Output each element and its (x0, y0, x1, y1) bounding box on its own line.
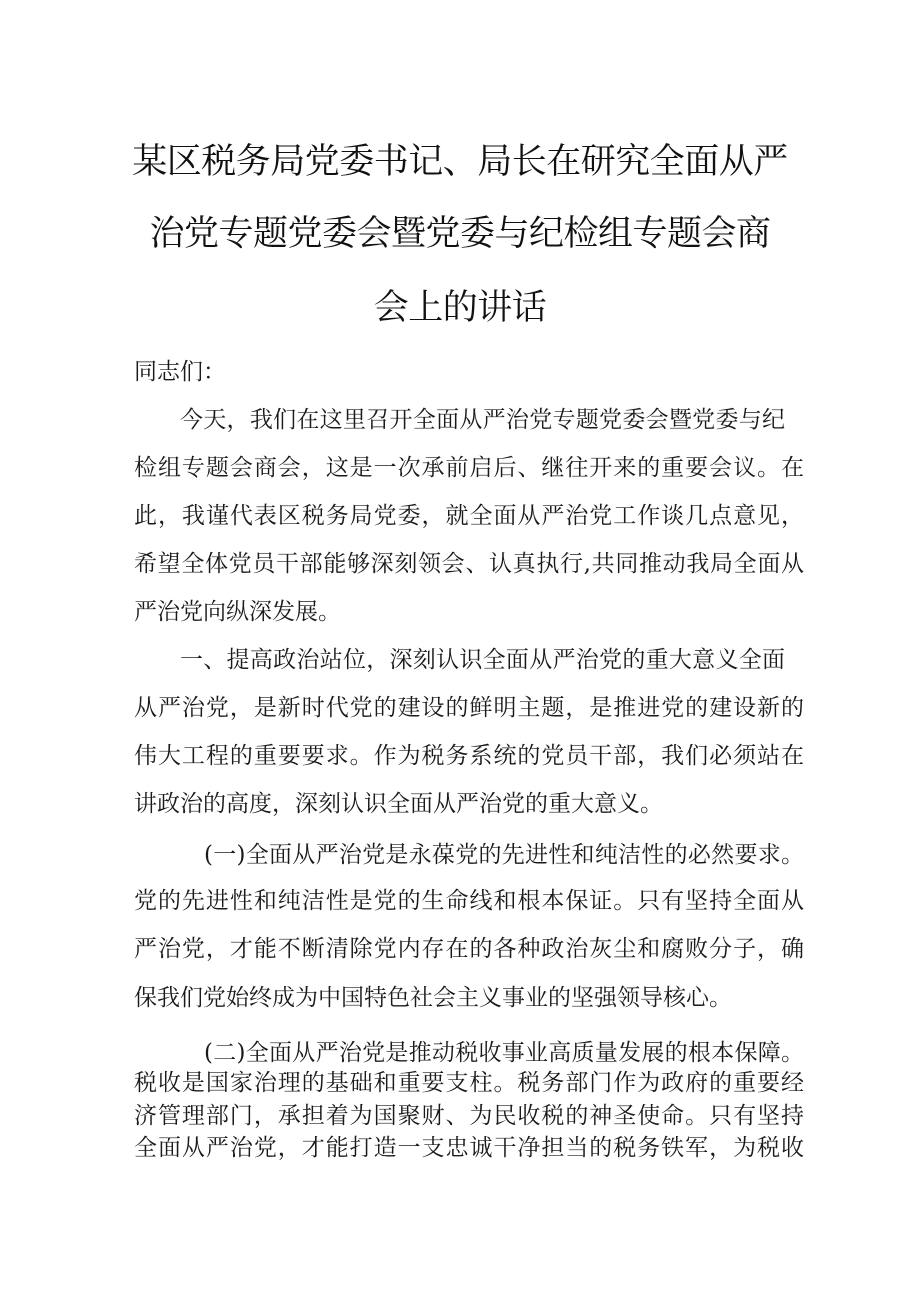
paragraph-line: 党的先进性和纯洁性是党的生命线和根本保证。只有坚持全面从 (134, 888, 804, 914)
paragraph-line: 检组专题会商会，这是一次承前启后、继往开来的重要会议。在 (134, 455, 804, 481)
paragraph-line: 从严治党，是新时代党的建设的鲜明主题，是推进党的建设新的 (134, 695, 804, 721)
paragraph-line: 讲政治的高度，深刻认识全面从严治党的重大意义。 (134, 791, 663, 817)
paragraph-line: 保我们党始终成为中国特色社会主义事业的坚强领导核心。 (134, 985, 732, 1011)
paragraph-line: (一)全面从严治党是永葆党的先进性和纯洁性的必然要求。 (204, 842, 804, 868)
salutation: 同志们： (134, 359, 226, 385)
paragraph-line: 希望全体党员干部能够深刻领会、认真执行,共同推动我局全面从 (134, 551, 804, 577)
paragraph-line: 严治党向纵深发展。 (134, 599, 341, 625)
document-title-line-2: 治党专题党委会暨党委与纪检组专题会商 (149, 214, 771, 254)
paragraph-line: 税收是国家治理的基础和重要支柱。税务部门作为政府的重要经 (134, 1070, 804, 1096)
paragraph-line: 此，我谨代表区税务局党委，就全面从严治党工作谈几点意见， (134, 503, 804, 529)
paragraph-line: 今天，我们在这里召开全面从严治党专题党委会暨党委与纪 (180, 407, 785, 433)
paragraph-line: 伟大工程的重要要求。作为税务系统的党员干部，我们必须站在 (134, 743, 804, 769)
paragraph-line: 全面从严治党，才能打造一支忠诚干净担当的税务铁军，为税收 (134, 1135, 804, 1161)
paragraph-line: 济管理部门，承担着为国聚财、为民收税的神圣使命。只有坚持 (134, 1103, 804, 1129)
paragraph-line: (二)全面从严治党是推动税收事业高质量发展的根本保障。 (204, 1040, 804, 1066)
document-title-line-3: 会上的讲话 (373, 288, 547, 328)
document-title-line-1: 某区税务局党委书记、局长在研究全面从严 (132, 142, 788, 182)
paragraph-line: 一、提高政治站位，深刻认识全面从严治党的重大意义全面 (180, 647, 785, 673)
paragraph-line: 严治党，才能不断清除党内存在的各种政治灰尘和腐败分子，确 (134, 936, 804, 962)
